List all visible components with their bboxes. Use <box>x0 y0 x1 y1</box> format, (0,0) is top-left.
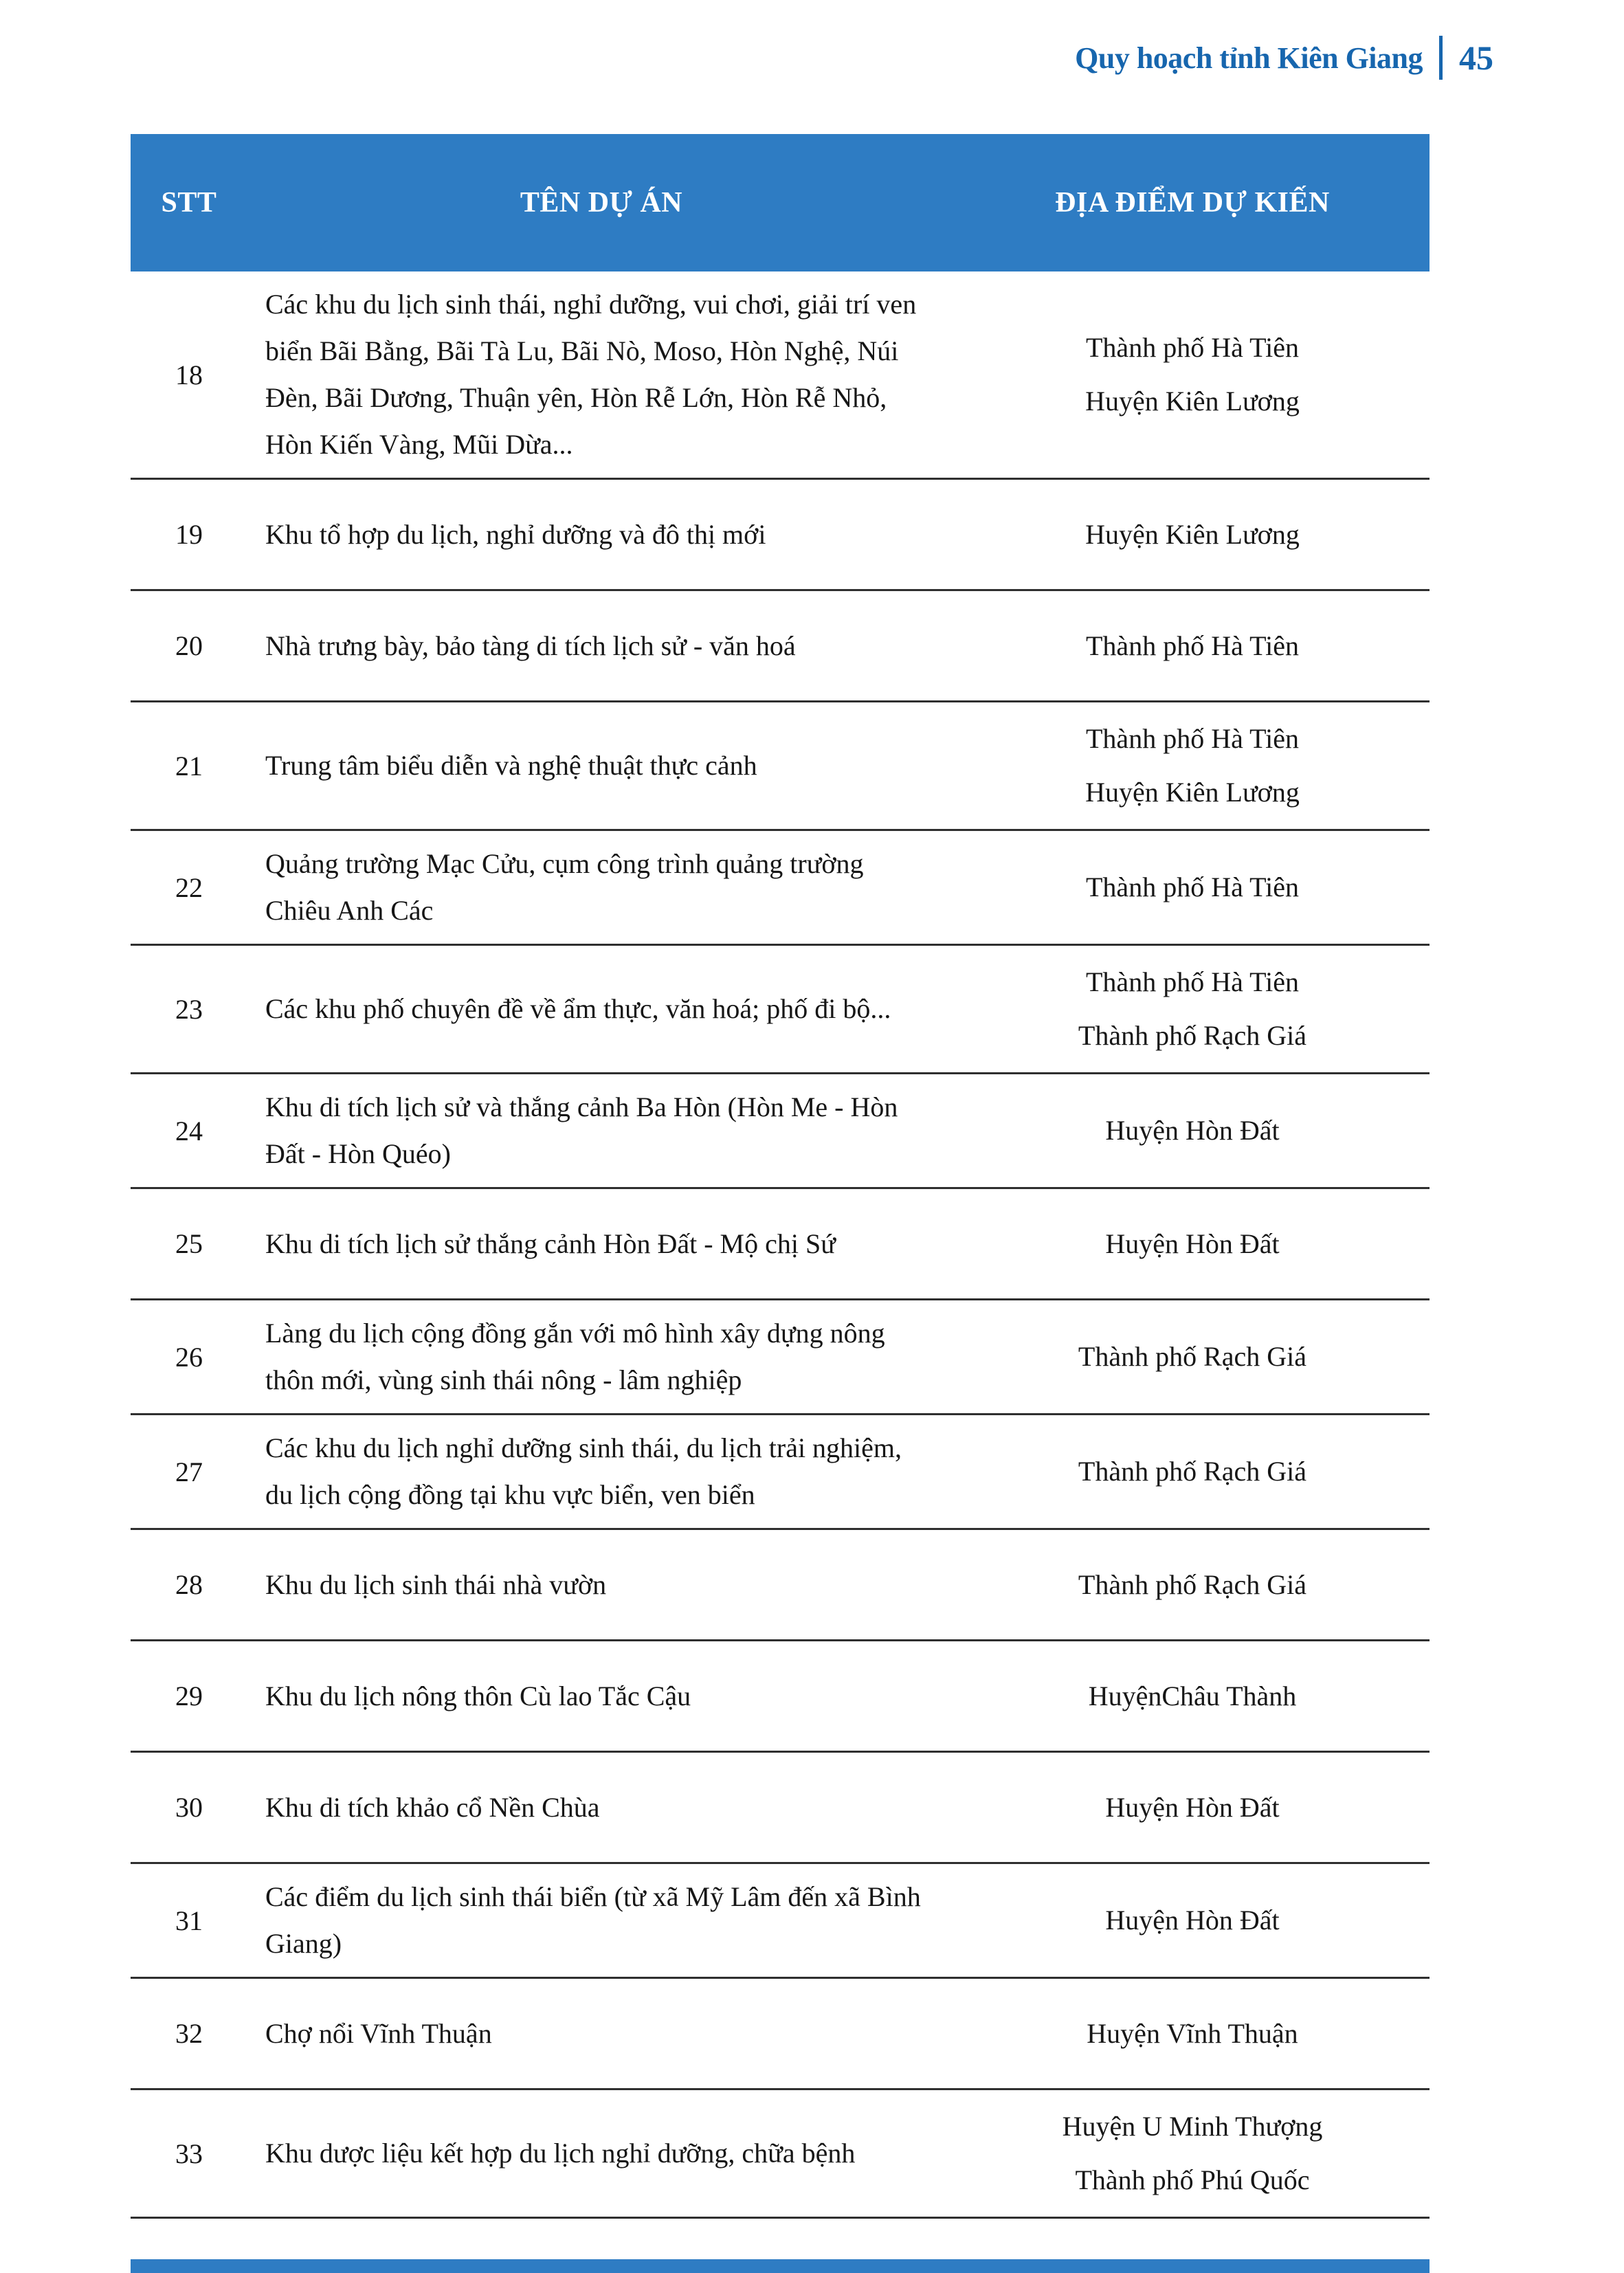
table-body <box>131 271 1430 2218</box>
location-line: Huyện Vĩnh Thuận <box>1087 2017 1298 2049</box>
cell-stt: 33 <box>175 2138 203 2169</box>
location-line: Thành phố Hà Tiên <box>1086 332 1299 363</box>
location-line: Thành phố Rạch Giá <box>1078 1341 1307 1372</box>
cell-project-name: Quảng trường Mạc Cửu, cụm công trình quảng trường Chiêu Anh Các <box>265 848 864 926</box>
table-row <box>131 1863 1430 1978</box>
cell-stt: 28 <box>175 1569 203 1600</box>
location-line: Thành phố Hà Tiên <box>1086 966 1299 997</box>
cell-project-name: Khu du lịch nông thôn Cù lao Tắc Cậu <box>265 1680 691 1711</box>
location-line: Huyện Hòn Đất <box>1105 1791 1280 1823</box>
location-line: Huyện Hòn Đất <box>1105 1905 1280 1936</box>
cell-project-name: Khu di tích lịch sử và thắng cảnh Ba Hòn (Hòn Me - Hòn Đất - Hòn Quéo) <box>265 1091 898 1169</box>
cell-stt: 26 <box>175 1341 203 1373</box>
table-row <box>131 1300 1430 1415</box>
cell-location <box>955 590 1430 702</box>
cell-stt: 19 <box>175 519 203 550</box>
cell-location <box>955 1300 1430 1415</box>
cell-stt: 25 <box>175 1228 203 1259</box>
table-row <box>131 945 1430 1074</box>
cell-location <box>955 702 1430 830</box>
cell-stt: 30 <box>175 1792 203 1823</box>
cell-stt: 24 <box>175 1115 203 1146</box>
cell-location <box>955 1074 1430 1188</box>
cell-stt: 29 <box>175 1681 203 1711</box>
table-row <box>131 702 1430 830</box>
page-header <box>1075 36 1493 80</box>
cell-project-name: Các khu du lịch sinh thái, nghỉ dưỡng, vui chơi, giải trí ven biển Bãi Bằng, Bãi Tà Lu, Bãi Nò, Moso, Hòn Nghệ, Núi Đèn, Bãi Dương, Thuận yên, Hòn Rễ Lớn, Hòn Rễ Nhỏ, Hòn Kiến Vàng, Mũi Dừa... <box>265 289 917 460</box>
table-row <box>131 1641 1430 1752</box>
cell-location <box>955 271 1430 479</box>
table-row <box>131 590 1430 702</box>
cell-stt: 31 <box>175 1905 203 1936</box>
location-line: Thành phố Hà Tiên <box>1086 723 1299 754</box>
cell-stt: 22 <box>175 872 203 903</box>
page-number: 45 <box>1459 38 1493 77</box>
location-line: Thành phố Rạch Giá <box>1078 1456 1307 1487</box>
cell-project-name: Các khu du lịch nghỉ dưỡng sinh thái, du lịch trải nghiệm, du lịch cộng đồng tại khu vực biển, ven biển <box>265 1432 902 1510</box>
cell-stt: 20 <box>175 630 203 661</box>
cell-project-name: Khu du lịch sinh thái nhà vườn <box>265 1568 607 1600</box>
cell-location <box>955 479 1430 590</box>
cell-stt: 23 <box>175 993 203 1025</box>
table-row <box>131 1074 1430 1188</box>
header-divider <box>1439 36 1443 80</box>
cell-location <box>955 1863 1430 1978</box>
cell-project-name: Chợ nổi Vĩnh Thuận <box>265 2017 492 2049</box>
location-line: Huyện Kiên Lương <box>1085 386 1300 417</box>
table-row <box>131 271 1430 479</box>
location-line: Huyện Hòn Đất <box>1105 1228 1280 1259</box>
cell-location <box>955 1415 1430 1529</box>
location-line: Thành phố Rạch Giá <box>1078 1020 1307 1051</box>
cell-project-name: Làng du lịch cộng đồng gắn với mô hình xây dựng nông thôn mới, vùng sinh thái nông - lâm nghiệp <box>265 1318 885 1395</box>
table-row <box>131 1529 1430 1641</box>
table-row <box>131 479 1430 590</box>
location-line: Thành phố Hà Tiên <box>1086 872 1299 902</box>
table-header-row <box>131 134 1430 271</box>
projects-table-container <box>131 134 1430 2219</box>
location-line: Huyện Kiên Lương <box>1085 777 1300 808</box>
page-header-title: Quy hoạch tỉnh Kiên Giang <box>1075 41 1423 75</box>
table-row <box>131 1415 1430 1529</box>
location-line: Huyện Hòn Đất <box>1105 1115 1280 1146</box>
cell-location <box>955 945 1430 1074</box>
cell-location <box>955 1188 1430 1300</box>
table-row <box>131 1752 1430 1863</box>
cell-stt: 32 <box>175 2018 203 2049</box>
cell-project-name: Nhà trưng bày, bảo tàng di tích lịch sử - văn hoá <box>265 630 796 661</box>
cell-location <box>955 1641 1430 1752</box>
cell-project-name: Các điểm du lịch sinh thái biển (từ xã Mỹ Lâm đến xã Bình Giang) <box>265 1881 921 1959</box>
cell-stt: 27 <box>175 1456 203 1487</box>
cell-location <box>955 1529 1430 1641</box>
cell-project-name: Các khu phố chuyên đề về ẩm thực, văn hoá; phố đi bộ... <box>265 993 891 1024</box>
cell-project-name: Khu dược liệu kết hợp du lịch nghỉ dưỡng, chữa bệnh <box>265 2138 856 2169</box>
location-line: Thành phố Hà Tiên <box>1086 630 1299 661</box>
table-row <box>131 2089 1430 2218</box>
location-line: HuyệnChâu Thành <box>1088 1680 1297 1711</box>
cell-stt: 21 <box>175 750 203 781</box>
column-header-stt: STT <box>131 134 247 271</box>
cell-location <box>955 2089 1430 2218</box>
projects-table <box>131 134 1430 2219</box>
location-line: Thành phố Rạch Giá <box>1078 1568 1307 1600</box>
cell-project-name: Khu di tích lịch sử thắng cảnh Hòn Đất - Mộ chị Sứ <box>265 1228 836 1259</box>
table-header <box>131 134 1430 271</box>
column-header-project-name: TÊN DỰ ÁN <box>247 134 955 271</box>
column-header-location: ĐỊA ĐIỂM DỰ KIẾN <box>955 134 1430 271</box>
cell-project-name: Trung tâm biểu diễn và nghệ thuật thực cảnh <box>265 750 757 781</box>
cell-location <box>955 1752 1430 1863</box>
cell-project-name: Khu di tích khảo cổ Nền Chùa <box>265 1791 600 1823</box>
table-row <box>131 1978 1430 2089</box>
table-row <box>131 1188 1430 1300</box>
location-line: Huyện Kiên Lương <box>1085 518 1300 550</box>
cell-location <box>955 1978 1430 2089</box>
location-line: Thành phố Phú Quốc <box>1075 2164 1310 2195</box>
cell-project-name: Khu tổ hợp du lịch, nghỉ dưỡng và đô thị mới <box>265 518 766 550</box>
location-line: Huyện U Minh Thượng <box>1062 2111 1323 2142</box>
table-row <box>131 830 1430 945</box>
cell-stt: 18 <box>175 359 203 390</box>
cell-location <box>955 830 1430 945</box>
footer-accent-bar <box>131 2259 1430 2273</box>
